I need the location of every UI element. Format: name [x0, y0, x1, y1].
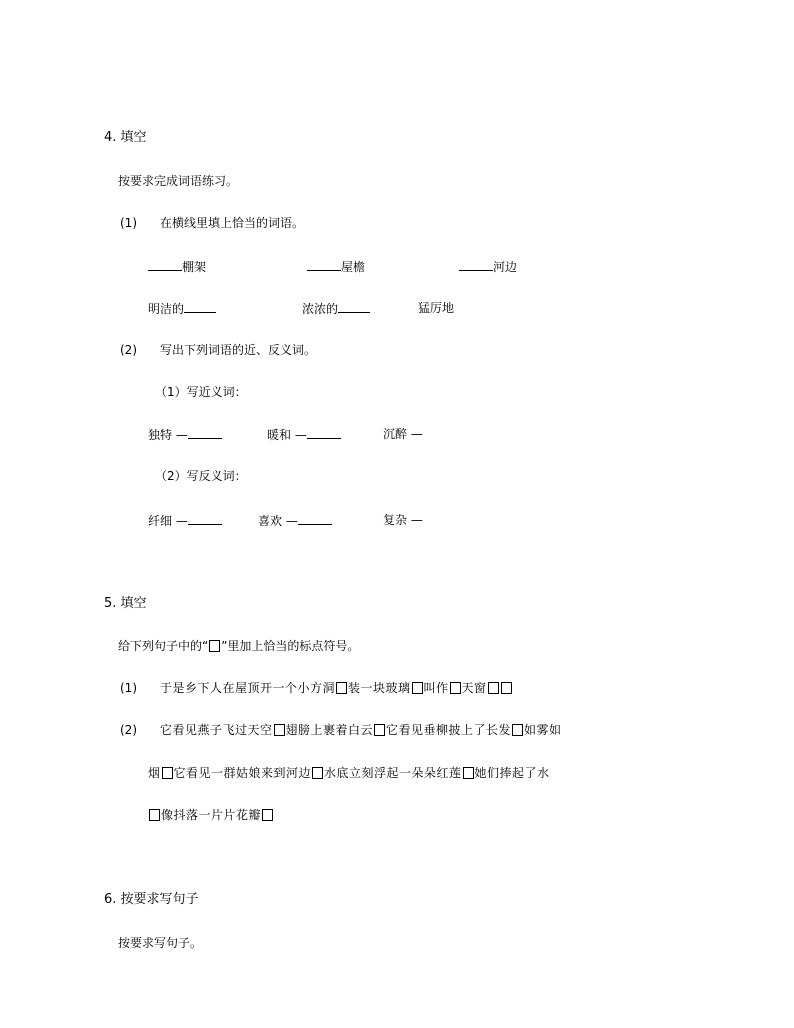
antonym-item-2: 喜欢 — [258, 512, 332, 529]
punctuation-box[interactable] [312, 767, 323, 779]
antonym-label: （2）写反义词： [155, 469, 247, 483]
answer-blank[interactable] [184, 300, 216, 313]
q5-sentence1-number: (1) [120, 681, 137, 695]
answer-blank[interactable] [148, 258, 182, 271]
answer-blank[interactable] [188, 426, 222, 439]
fill-blank-item-6: 猛厉地 [418, 301, 455, 315]
punctuation-box[interactable] [488, 682, 499, 694]
fill-blank-item-3: 河边 [459, 258, 517, 275]
synonym-item-2: 暖和 — [267, 426, 341, 443]
synonym-item-3: 沉醉 — [383, 427, 423, 441]
q5-sentence2-line1: 它看见燕子飞过天空 翅膀上裹着白云 它看见垂柳披上了长发 如雾如 [160, 723, 562, 737]
q4-part2-text: 写出下列词语的近、反义词。 [160, 343, 317, 357]
punctuation-box[interactable] [262, 809, 273, 821]
q4-part2-number: (2) [120, 343, 137, 357]
punctuation-box[interactable] [463, 767, 474, 779]
answer-blank[interactable] [307, 258, 341, 271]
q5-sentence1: 于是乡下人在屋顶开一个小方洞 装一块玻璃 叫作 天窗 [160, 680, 513, 696]
fill-blank-item-1: 棚架 [148, 258, 206, 275]
punctuation-box[interactable] [162, 767, 173, 779]
answer-blank[interactable] [188, 512, 222, 525]
punctuation-box[interactable] [336, 682, 347, 694]
q5-sentence2-number: (2) [120, 723, 137, 737]
q5-instruction: 给下列句子中的“ ”里加上恰当的标点符号。 [118, 639, 360, 653]
answer-blank[interactable] [459, 258, 493, 271]
punctuation-box[interactable] [374, 724, 385, 736]
q6-instruction: 按要求写句子。 [118, 936, 203, 950]
fill-blank-item-2: 屋檐 [307, 258, 365, 275]
q5-title: 5. 填空 [104, 596, 147, 611]
synonym-label: （1）写近义词： [155, 385, 247, 399]
punctuation-box[interactable] [274, 724, 285, 736]
fill-blank-item-4: 明洁的 [148, 300, 216, 317]
answer-blank[interactable] [298, 512, 332, 525]
antonym-item-1: 纤细 — [148, 512, 222, 529]
q4-part1-text: 在横线里填上恰当的词语。 [160, 216, 305, 230]
antonym-item-3: 复杂 — [383, 513, 423, 527]
punctuation-box[interactable] [149, 809, 160, 821]
fill-blank-item-5: 浓浓的 [302, 300, 370, 317]
q5-sentence2-line2: 烟 它看见一群姑娘来到河边 水底立刻浮起一朵朵红莲 她们捧起了水 [148, 766, 550, 780]
punctuation-box[interactable] [501, 682, 512, 694]
punctuation-box[interactable] [412, 682, 423, 694]
punctuation-box[interactable] [450, 682, 461, 694]
punctuation-box-icon [209, 640, 220, 652]
synonym-item-1: 独特 — [148, 426, 222, 443]
answer-blank[interactable] [338, 300, 370, 313]
q5-sentence2-line3: 像抖落一片片花瓣 [148, 807, 274, 823]
answer-blank[interactable] [307, 426, 341, 439]
punctuation-box[interactable] [512, 724, 523, 736]
q4-part1-number: (1) [120, 216, 137, 230]
q4-title: 4. 填空 [104, 130, 147, 145]
q4-instruction: 按要求完成词语练习。 [118, 174, 239, 188]
q6-title: 6. 按要求写句子 [104, 892, 199, 907]
